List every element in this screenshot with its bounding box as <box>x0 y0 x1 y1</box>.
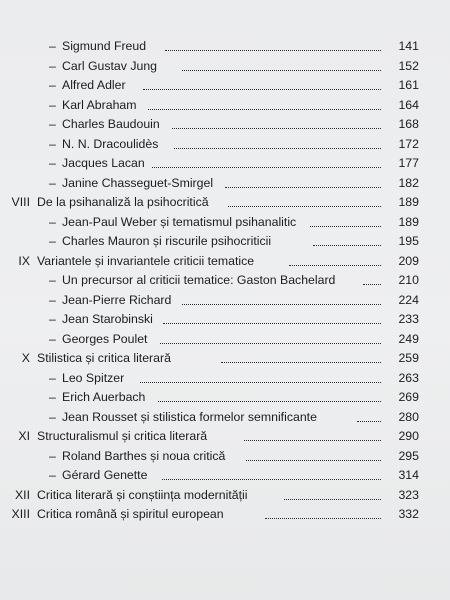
dot-leader <box>284 499 381 500</box>
entry-dash: – <box>49 156 56 170</box>
chapter-number: XI <box>18 429 30 443</box>
dot-leader <box>165 50 381 51</box>
toc-entry <box>0 174 450 194</box>
page-number: 164 <box>398 97 419 112</box>
page-number: 314 <box>398 468 419 482</box>
page-number: 259 <box>398 351 419 365</box>
entry-dash: – <box>49 39 56 53</box>
page-number: 189 <box>398 195 419 209</box>
dot-leader <box>265 518 381 519</box>
toc-entry <box>0 466 450 486</box>
entry-title: Erich Auerbach <box>62 390 146 404</box>
page-number: 295 <box>398 448 419 463</box>
chapter-number: IX <box>18 253 30 268</box>
chapter-number: VIII <box>11 195 30 209</box>
dot-leader <box>163 323 381 324</box>
toc-entry <box>0 486 450 506</box>
dot-leader <box>160 343 381 344</box>
page-number: 152 <box>398 58 419 73</box>
toc-entry <box>0 76 450 96</box>
entry-title: Jacques Lacan <box>62 156 145 170</box>
entry-title: Charles Baudouin <box>62 117 160 131</box>
entry-title: Roland Barthes și noua critică <box>62 448 226 463</box>
dot-leader <box>152 167 381 168</box>
page-number: 290 <box>398 429 419 443</box>
page-number: 209 <box>398 253 419 268</box>
dot-leader <box>246 460 381 461</box>
toc-entry <box>0 37 450 57</box>
entry-title: Critica română și spiritul european <box>37 507 224 521</box>
page-number: 323 <box>398 487 419 502</box>
entry-title: Janine Chasseguet-Smirgel <box>62 175 214 190</box>
entry-title: Jean-Paul Weber și tematismul psihanalitic <box>62 214 297 229</box>
page-number: 182 <box>398 175 419 190</box>
toc-entry <box>0 135 450 155</box>
entry-title: Charles Mauron și riscurile psihocriticii <box>62 234 272 248</box>
entry-title: Critica literară și conștiința modernității <box>37 487 248 502</box>
page-number: 332 <box>398 507 419 521</box>
dot-leader <box>148 109 381 110</box>
dot-leader <box>363 284 381 285</box>
entry-dash: – <box>49 175 56 190</box>
entry-dash: – <box>49 273 56 287</box>
entry-dash: – <box>49 331 56 346</box>
dot-leader <box>228 206 381 207</box>
entry-title: Variantele și invariantele criticii tematice <box>37 253 255 268</box>
toc-entry <box>0 57 450 77</box>
entry-title: Un precursor al criticii tematice: Gaston Bachelard <box>62 273 336 287</box>
dot-leader <box>158 401 381 402</box>
page-number: 172 <box>398 136 419 151</box>
toc-entry <box>0 447 450 467</box>
dot-leader <box>225 187 381 188</box>
dot-leader <box>244 440 381 441</box>
toc-entry <box>0 330 450 350</box>
page-number: 177 <box>398 156 419 170</box>
entry-dash: – <box>49 136 56 151</box>
entry-title: Jean Rousset și stilistica formelor semnificante <box>62 409 317 424</box>
page-number: 168 <box>398 117 419 131</box>
entry-title: Jean Starobinski <box>62 312 153 326</box>
dot-leader <box>162 479 381 480</box>
dot-leader <box>313 245 381 246</box>
dot-leader <box>143 89 381 90</box>
entry-dash: – <box>49 370 56 385</box>
entry-dash: – <box>49 409 56 424</box>
page-number: 141 <box>398 39 419 53</box>
page-number: 210 <box>398 273 419 287</box>
dot-leader <box>174 148 381 149</box>
entry-dash: – <box>49 468 56 482</box>
dot-leader <box>172 128 381 129</box>
page-number: 249 <box>398 331 419 346</box>
entry-title: N. N. Dracoulidès <box>62 136 159 151</box>
toc-entry <box>0 232 450 252</box>
entry-dash: – <box>49 58 56 73</box>
entry-title: Georges Poulet <box>62 331 148 346</box>
toc-entry <box>0 427 450 447</box>
toc-entry <box>0 408 450 428</box>
entry-dash: – <box>49 312 56 326</box>
page-number: 189 <box>398 214 419 229</box>
dot-leader <box>289 265 381 266</box>
entry-dash: – <box>49 234 56 248</box>
toc-entry <box>0 291 450 311</box>
table-of-contents <box>0 37 450 525</box>
toc-entry <box>0 349 450 369</box>
page-number: 263 <box>398 370 419 385</box>
chapter-number: XIII <box>11 507 30 521</box>
chapter-number: X <box>21 351 30 365</box>
dot-leader <box>310 226 381 227</box>
entry-title: De la psihanaliză la psihocritică <box>37 195 209 209</box>
toc-entry <box>0 505 450 525</box>
entry-title: Alfred Adler <box>62 78 126 92</box>
toc-entry <box>0 252 450 272</box>
toc-entry <box>0 193 450 213</box>
entry-dash: – <box>49 117 56 131</box>
entry-title: Structuralismul și critica literară <box>37 429 208 443</box>
toc-entry <box>0 310 450 330</box>
entry-title: Stilistica și critica literară <box>37 351 171 365</box>
entry-title: Karl Abraham <box>62 97 137 112</box>
entry-title: Gérard Genette <box>62 468 148 482</box>
page-number: 269 <box>398 390 419 404</box>
toc-entry <box>0 115 450 135</box>
entry-dash: – <box>49 448 56 463</box>
toc-entry <box>0 388 450 408</box>
page-number: 233 <box>398 312 419 326</box>
entry-title: Jean-Pierre Richard <box>62 292 172 307</box>
chapter-number: XII <box>14 487 30 502</box>
entry-dash: – <box>49 97 56 112</box>
entry-dash: – <box>49 78 56 92</box>
entry-dash: – <box>49 214 56 229</box>
toc-entry <box>0 213 450 233</box>
page-number: 224 <box>398 292 419 307</box>
dot-leader <box>221 362 381 363</box>
toc-entry <box>0 96 450 116</box>
toc-entry <box>0 369 450 389</box>
toc-entry <box>0 154 450 174</box>
dot-leader <box>140 382 381 383</box>
entry-dash: – <box>49 292 56 307</box>
toc-entry <box>0 271 450 291</box>
page-number: 280 <box>398 409 419 424</box>
entry-dash: – <box>49 390 56 404</box>
dot-leader <box>182 304 381 305</box>
entry-title: Carl Gustav Jung <box>62 58 158 73</box>
entry-title: Sigmund Freud <box>62 39 147 53</box>
page-number: 161 <box>398 78 419 92</box>
entry-title: Leo Spitzer <box>62 370 125 385</box>
page-number: 195 <box>398 234 419 248</box>
dot-leader <box>357 421 381 422</box>
dot-leader <box>182 70 381 71</box>
